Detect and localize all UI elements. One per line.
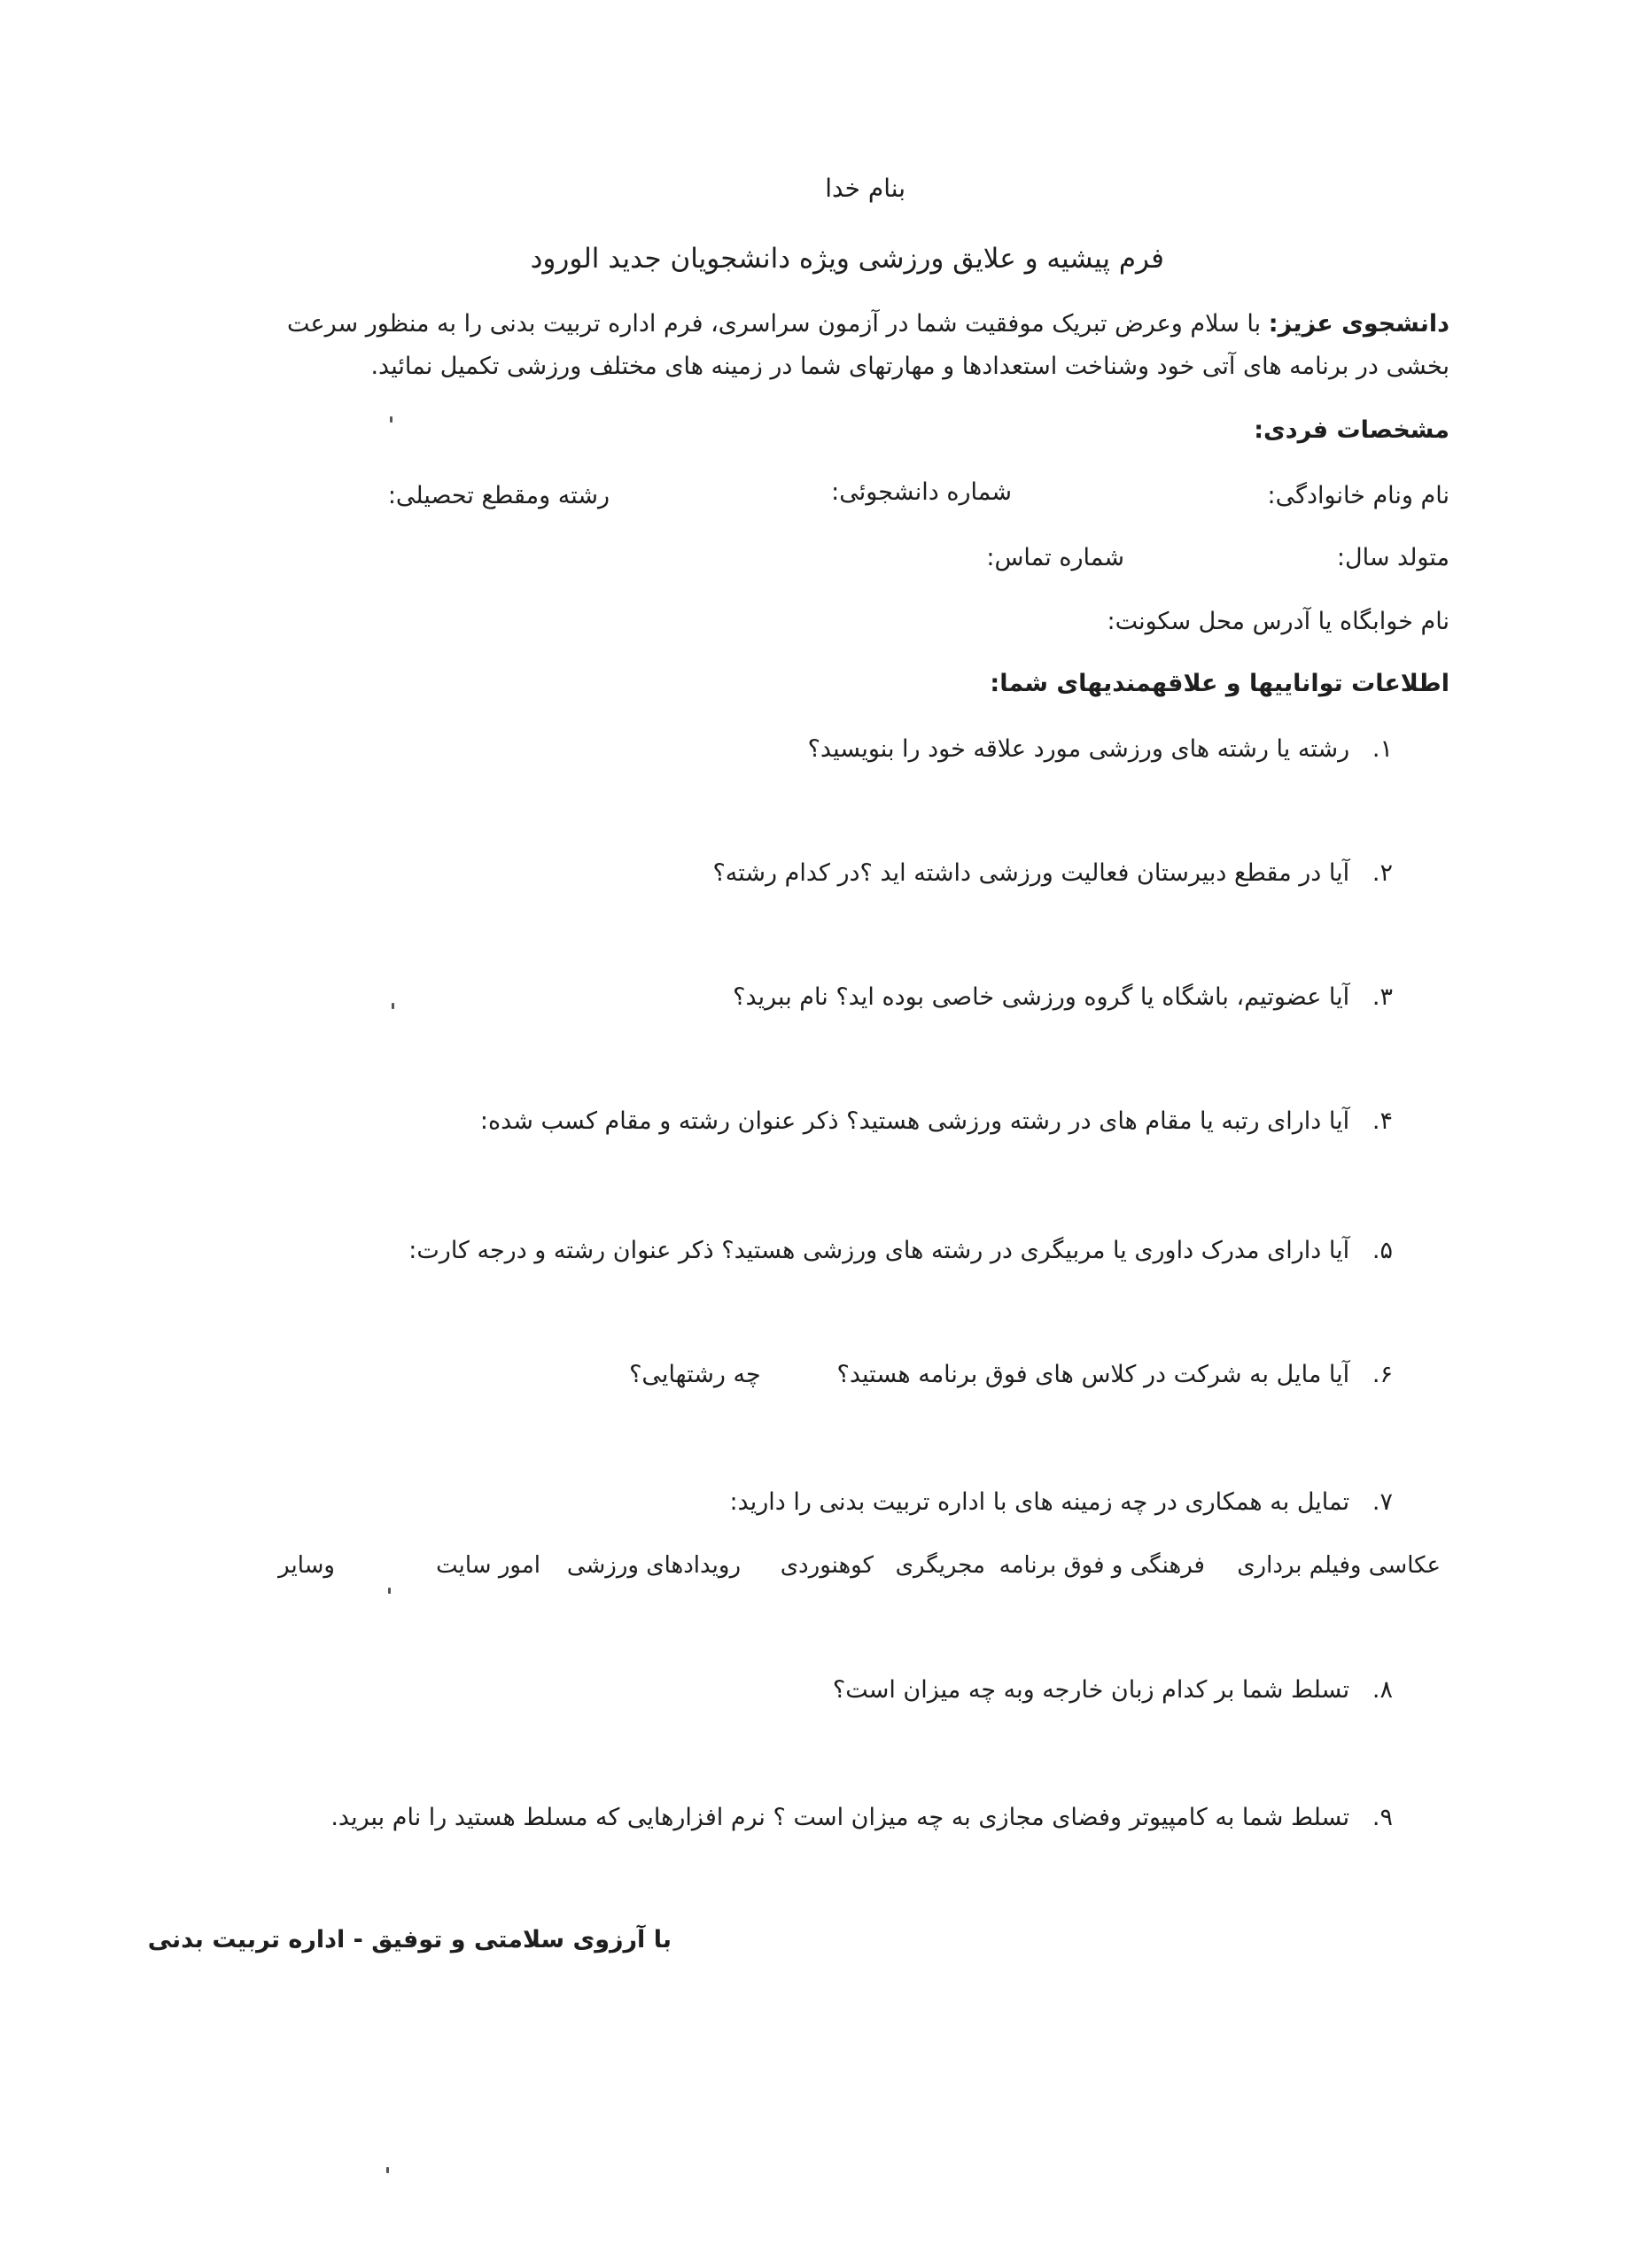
- scan-speck: [386, 2167, 389, 2173]
- birth-year-label: متولد سال:: [1336, 544, 1449, 571]
- question-7: [729, 1488, 1393, 1517]
- question-text: تسلط شما بر کدام زبان خارجه وبه چه میزان است؟: [832, 1676, 1350, 1704]
- cooperation-option-sport-events: رویدادهای ورزشی: [566, 1552, 741, 1579]
- question-text: آیا عضوتیم، باشگاه یا گروه ورزشی خاصی بوده اید؟ نام ببرید؟: [733, 983, 1350, 1011]
- question-number: ۷.: [1372, 1488, 1393, 1516]
- cooperation-option-other: وسایر: [278, 1552, 335, 1579]
- intro-line-1: [287, 310, 1449, 338]
- question-4: [480, 1107, 1393, 1136]
- cooperation-option-mountaineering: کوهنوردی: [780, 1552, 874, 1579]
- question-text: تمایل به همکاری در چه زمینه های با اداره تربیت بدنی را دارید:: [729, 1488, 1350, 1516]
- abilities-heading: اطلاعات تواناییها و علاقهمندیهای شما:: [990, 670, 1449, 697]
- scan-speck: [390, 416, 392, 423]
- question-text: آیا مایل به شرکت در کلاس های فوق برنامه هستید؟: [836, 1361, 1350, 1388]
- cooperation-option-photo: عکاسی وفیلم برداری: [1237, 1552, 1441, 1579]
- question-5: [408, 1237, 1393, 1265]
- question-number: ۶.: [1372, 1361, 1393, 1388]
- question-number: ۵.: [1372, 1237, 1393, 1264]
- question-text: آیا دارای رتبه یا مقام های در رشته ورزشی هستید؟ ذکر عنوان رشته و مقام کسب شده:: [479, 1107, 1350, 1135]
- question-number: ۱.: [1372, 735, 1393, 763]
- question-extra: چه رشتهایی؟: [629, 1361, 761, 1388]
- question-number: ۸.: [1372, 1676, 1393, 1704]
- question-number: ۴.: [1372, 1107, 1393, 1135]
- question-text: تسلط شما به کامپیوتر وفضای مجازی به چه میزان است ؟ نرم افزارهایی که مسلط هستید را نام ببرید.: [330, 1804, 1350, 1831]
- question-number: ۳.: [1372, 983, 1393, 1011]
- intro-salutation: دانشجوی عزیز:: [1268, 310, 1449, 338]
- phone-label: شماره تماس:: [986, 544, 1124, 571]
- question-8: [833, 1676, 1393, 1705]
- scan-speck: [388, 1588, 391, 1594]
- question-number: ۲.: [1372, 859, 1393, 887]
- question-6: [629, 1361, 1393, 1389]
- question-1: [808, 735, 1393, 764]
- cooperation-option-cultural: فرهنگی و فوق برنامه: [999, 1552, 1205, 1579]
- personal-heading: مشخصات فردی:: [1254, 416, 1449, 444]
- question-text: رشته یا رشته های ورزشی مورد علاقه خود را بنویسید؟: [807, 735, 1350, 763]
- full-name-label: نام ونام خانوادگی:: [1267, 482, 1449, 509]
- question-number: ۹.: [1372, 1804, 1393, 1831]
- intro-line-1-text: با سلام وعرض تبریک موفقیت شما در آزمون سراسری، فرم اداره تربیت بدنی را به منظور سرعت: [286, 310, 1269, 338]
- field-and-level-label: رشته ومقطع تحصیلی:: [387, 482, 610, 509]
- question-text: آیا در مقطع دبیرستان فعالیت ورزشی داشته اید ؟در کدام رشته؟: [712, 859, 1350, 887]
- question-2: [712, 859, 1393, 888]
- cooperation-option-website: امور سایت: [436, 1552, 540, 1579]
- address-label: نام خوابگاه یا آدرس محل سکونت:: [1107, 608, 1449, 635]
- scan-speck: [392, 1003, 394, 1009]
- cooperation-option-host: مجریگری: [895, 1552, 985, 1579]
- question-3: [733, 983, 1393, 1012]
- question-text: آیا دارای مدرک داوری یا مربیگری در رشته های ورزشی هستید؟ ذکر عنوان رشته و درجه کارت:: [408, 1237, 1350, 1264]
- closing-line: با آرزوی سلامتی و توفیق - اداره تربیت بدنی: [147, 1926, 672, 1953]
- question-9: [330, 1804, 1393, 1832]
- form-title: فرم پیشیه و علایق ورزشی ویژه دانشجویان جدید الورود: [530, 243, 1164, 275]
- student-number-label: شماره دانشجوئی:: [831, 478, 1012, 506]
- intro-line-2: بخشی در برنامه های آتی خود وشناخت استعدادها و مهارتهای شما در زمینه های مختلف ورزشی تکمیل نمائید.: [370, 353, 1449, 380]
- basmala: بنام خدا: [825, 174, 905, 203]
